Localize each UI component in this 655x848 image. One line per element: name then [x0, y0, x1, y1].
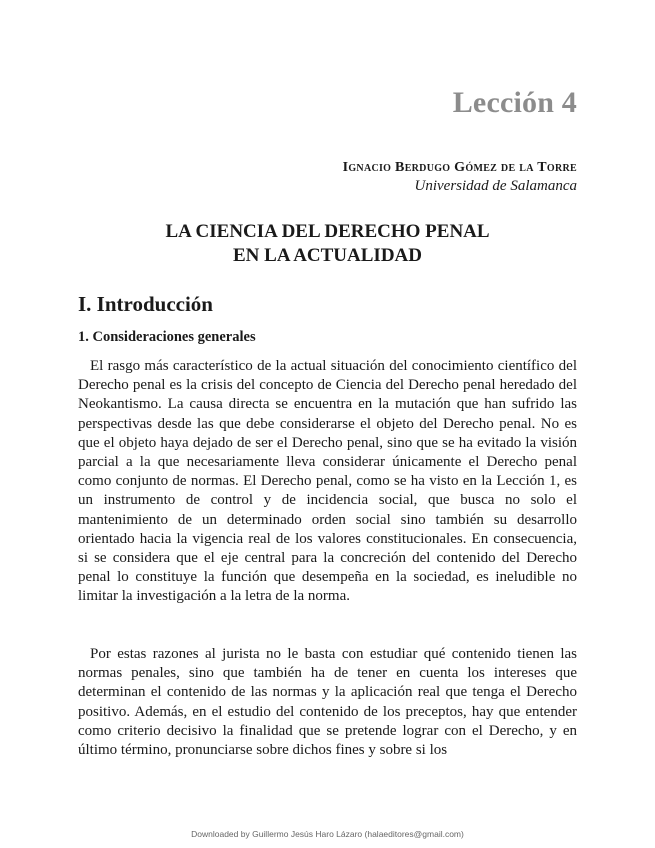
chapter-title — [0, 220, 655, 268]
author-affiliation: Universidad de Salamanca — [414, 178, 577, 194]
section-heading: I. Introducción — [78, 292, 213, 316]
lesson-number: Lección 4 — [452, 86, 577, 119]
download-footer: Downloaded by Guillermo Jesús Haro Lázaro (halaeditores@gmail.com) — [191, 829, 464, 839]
chapter-title-line-2: EN LA ACTUALIDAD — [233, 245, 422, 266]
body-paragraph-2: Por estas razones al jurista no le basta con estudiar qué contenido tienen las normas penales, sino que también ha de tener en cuenta los intereses que determinan el contenido de las normas y la aplicación real que tenga el Derecho positivo. Además, en el estudio del contenido de los preceptos, hay que entender como criterio decisivo la finalidad que se pretende lograr con el Derecho, y en último término, pronunciarse sobre dichos fines y sobre si los — [78, 646, 577, 759]
body-paragraph-1: El rasgo más característico de la actual situación del conocimiento científico del Derecho penal es la crisis del concepto de Ciencia del Derecho penal heredado del Neokantismo. La causa directa se encuentra en la mutación que han sufrido las perspectivas desde las que debe considerarse el objeto del Derecho penal. No es que el objeto haya dejado de ser el Derecho penal, sino que se ha evitado la visión parcial a la que necesariamente lleva considerar únicamente el Derecho penal como conjunto de normas. El Derecho penal, como se ha visto en la Lección 1, es un instrumento de control y de incidencia social, que busca no solo el mantenimiento de un determinado orden social sino también su desarrollo orientado hacia la vigencia real de los valores constitucionales. En consecuencia, si se considera que el eje central para la concreción del contenido del Derecho penal lo constituye la función que desempeña en la sociedad, es ineludible no limitar la investigación a la letra de la norma. — [78, 358, 577, 605]
subsection-heading: 1. Consideraciones generales — [78, 329, 256, 345]
author-name: Ignacio Berdugo Gómez de la Torre — [342, 160, 577, 175]
chapter-title-line-1: LA CIENCIA DEL DERECHO PENAL — [165, 221, 490, 242]
